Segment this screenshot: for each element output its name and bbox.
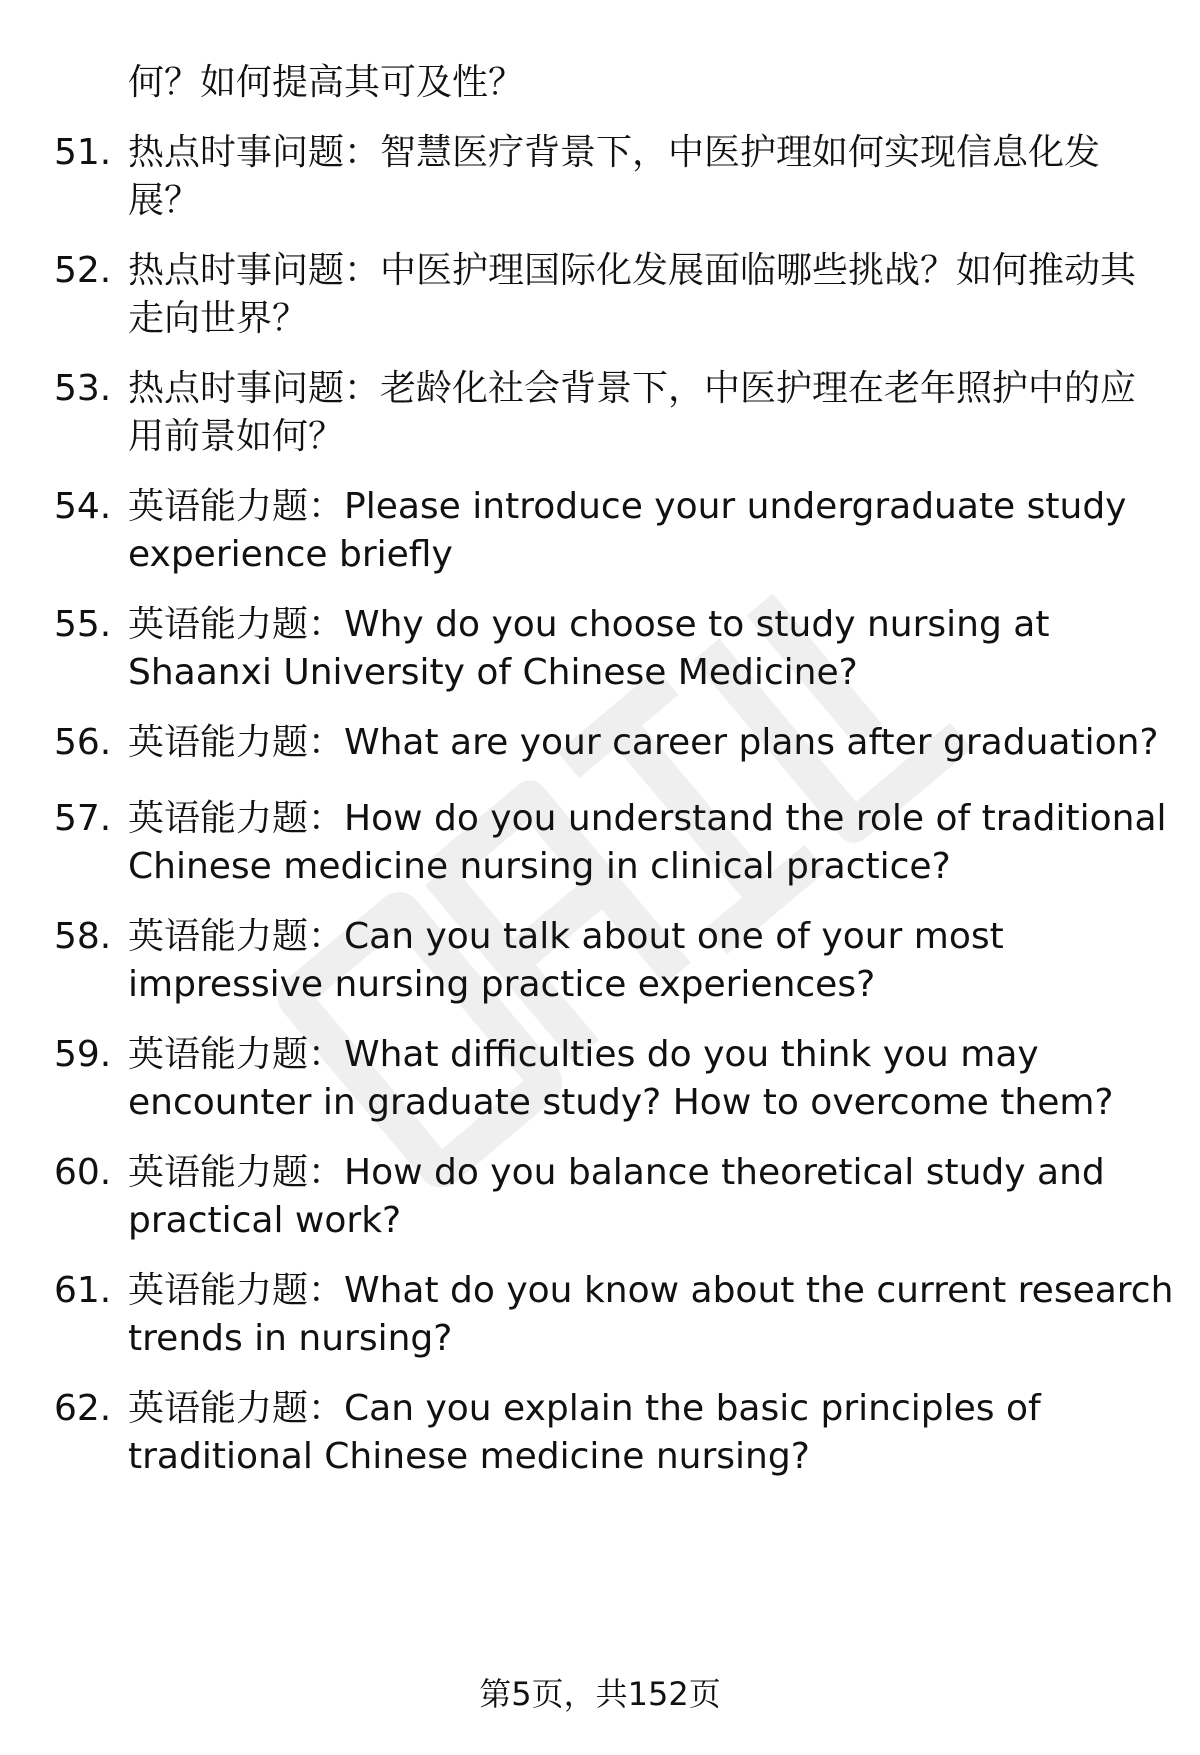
item-number: 58. [54, 916, 112, 957]
item-text-line: 英语能力题：What do you know about the current research [128, 1270, 1174, 1311]
continuation-text: 何？如何提高其可及性？ [128, 62, 525, 103]
item-text-line: Shaanxi University of Chinese Medicine? [128, 652, 858, 693]
item-number: 51. [54, 132, 112, 173]
item-text-line: trends in nursing? [128, 1318, 453, 1359]
item-text-line: 热点时事问题：老龄化社会背景下，中医护理在老年照护中的应 [128, 368, 1137, 409]
item-text-line: traditional Chinese medicine nursing? [128, 1436, 810, 1477]
item-number: 61. [54, 1270, 112, 1311]
item-text-line: 英语能力题：Can you explain the basic principles of [128, 1388, 1041, 1429]
item-text-line: 英语能力题：Please introduce your undergraduate study [128, 486, 1127, 527]
item-number: 53. [54, 368, 112, 409]
item-text-line: 热点时事问题：中医护理国际化发展面临哪些挑战？如何推动其 [128, 250, 1137, 291]
item-text-line: 热点时事问题：智慧医疗背景下，中医护理如何实现信息化发 [128, 132, 1101, 173]
item-number: 59. [54, 1034, 112, 1075]
item-text-line: 英语能力题：Can you talk about one of your most [128, 916, 1004, 957]
item-number: 57. [54, 798, 112, 839]
item-text-line: 英语能力题：Why do you choose to study nursing at [128, 604, 1050, 645]
item-text-line: 英语能力题：What are your career plans after graduation? [128, 722, 1159, 763]
item-text-line: 英语能力题：How do you balance theoretical study and [128, 1152, 1105, 1193]
item-text-line: encounter in graduate study? How to overcome them? [128, 1082, 1114, 1123]
item-text-line: 走向世界？ [128, 298, 309, 339]
item-text-line: practical work? [128, 1200, 402, 1241]
item-number: 55. [54, 604, 112, 645]
page-footer: 第5页，共152页 [479, 1675, 721, 1713]
item-text-line: Chinese medicine nursing in clinical practice? [128, 846, 951, 887]
item-text-line: experience briefly [128, 534, 453, 575]
item-text-line: impressive nursing practice experiences? [128, 964, 876, 1005]
item-number: 52. [54, 250, 112, 291]
item-number: 54. [54, 486, 112, 527]
item-text-line: 展？ [128, 180, 201, 221]
item-number: 62. [54, 1388, 112, 1429]
item-text-line: 英语能力题：What difficulties do you think you may [128, 1034, 1039, 1075]
item-text-line: 用前景如何？ [128, 416, 345, 457]
item-text-line: 英语能力题：How do you understand the role of traditional [128, 798, 1167, 839]
item-number: 60. [54, 1152, 112, 1193]
item-number: 56. [54, 722, 112, 763]
